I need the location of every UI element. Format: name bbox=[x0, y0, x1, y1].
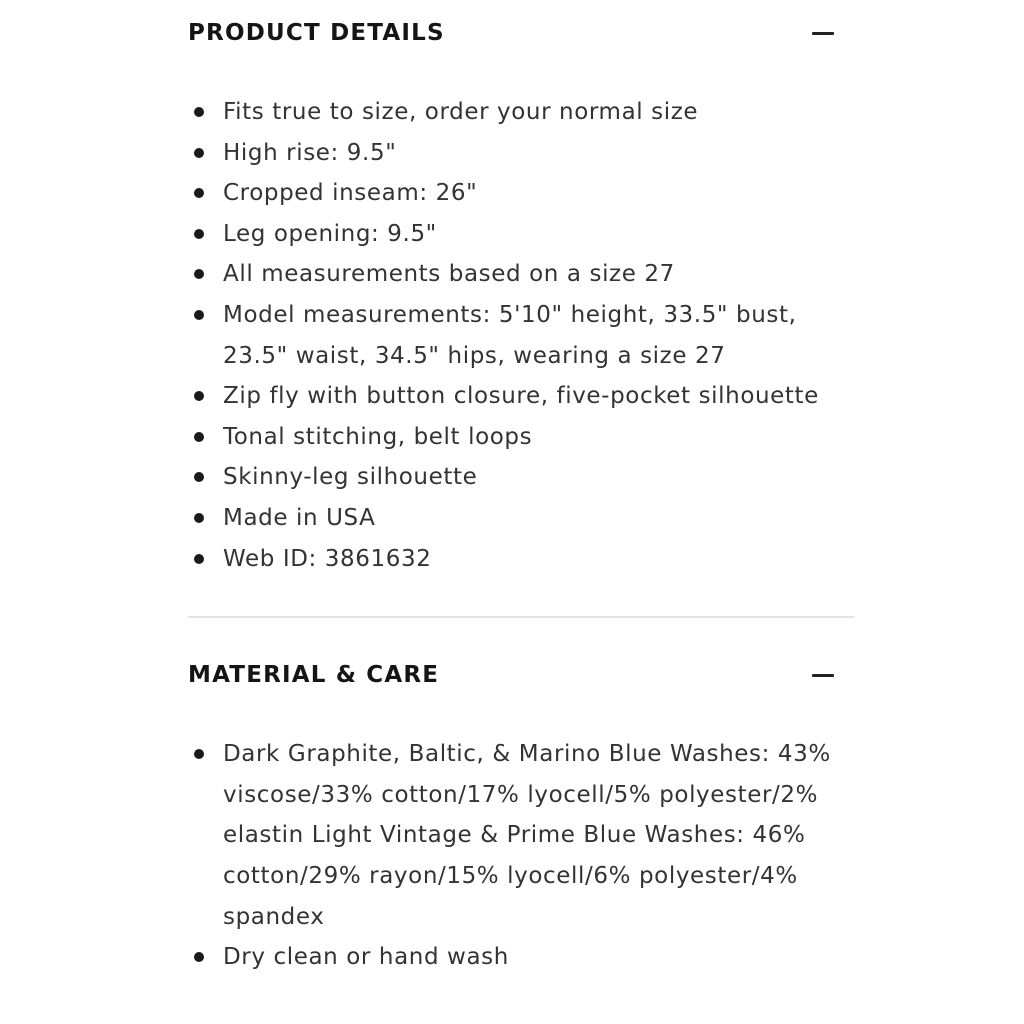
list-item: Web ID: 3861632 bbox=[188, 539, 854, 580]
bullet-icon bbox=[194, 513, 204, 523]
list-item: Cropped inseam: 26" bbox=[188, 173, 854, 214]
product-details-list bbox=[188, 92, 854, 579]
bullet-icon bbox=[194, 391, 204, 401]
material-care-header[interactable] bbox=[188, 642, 854, 708]
bullet-icon bbox=[194, 952, 204, 962]
bullet-icon bbox=[194, 554, 204, 564]
list-item: Skinny-leg silhouette bbox=[188, 457, 854, 498]
list-item: Model measurements: 5'10" height, 33.5" bust, 23.5" waist, 34.5" hips, wearing a size 27 bbox=[188, 295, 854, 376]
bullet-icon bbox=[194, 229, 204, 239]
material-care-title: MATERIAL & CARE bbox=[188, 662, 440, 689]
list-item: Made in USA bbox=[188, 498, 854, 539]
bullet-icon bbox=[194, 188, 204, 198]
list-item: Tonal stitching, belt loops bbox=[188, 417, 854, 458]
bullet-icon bbox=[194, 472, 204, 482]
bullet-icon bbox=[194, 432, 204, 442]
list-item: Fits true to size, order your normal size bbox=[188, 92, 854, 133]
minus-icon[interactable] bbox=[812, 674, 834, 677]
bullet-icon bbox=[194, 310, 204, 320]
bullet-icon bbox=[194, 107, 204, 117]
product-info-accordion bbox=[188, 0, 854, 978]
list-item: Dark Graphite, Baltic, & Marino Blue Washes: 43% viscose/33% cotton/17% lyocell/5% polyester/2% elastin Light Vintage & Prime Blue Washes: 46% cotton/29% rayon/15% lyocell/6% polyester/4% spandex bbox=[188, 734, 854, 937]
bullet-icon bbox=[194, 749, 204, 759]
bullet-icon bbox=[194, 148, 204, 158]
product-details-header[interactable] bbox=[188, 0, 854, 66]
list-item: Leg opening: 9.5" bbox=[188, 214, 854, 255]
section-divider bbox=[188, 616, 854, 618]
list-item: High rise: 9.5" bbox=[188, 133, 854, 174]
list-item: All measurements based on a size 27 bbox=[188, 254, 854, 295]
bullet-icon bbox=[194, 269, 204, 279]
minus-icon[interactable] bbox=[812, 32, 834, 35]
list-item: Dry clean or hand wash bbox=[188, 937, 854, 978]
product-details-title: PRODUCT DETAILS bbox=[188, 20, 445, 46]
list-item: Zip fly with button closure, five-pocket silhouette bbox=[188, 376, 854, 417]
material-care-list bbox=[188, 734, 854, 978]
